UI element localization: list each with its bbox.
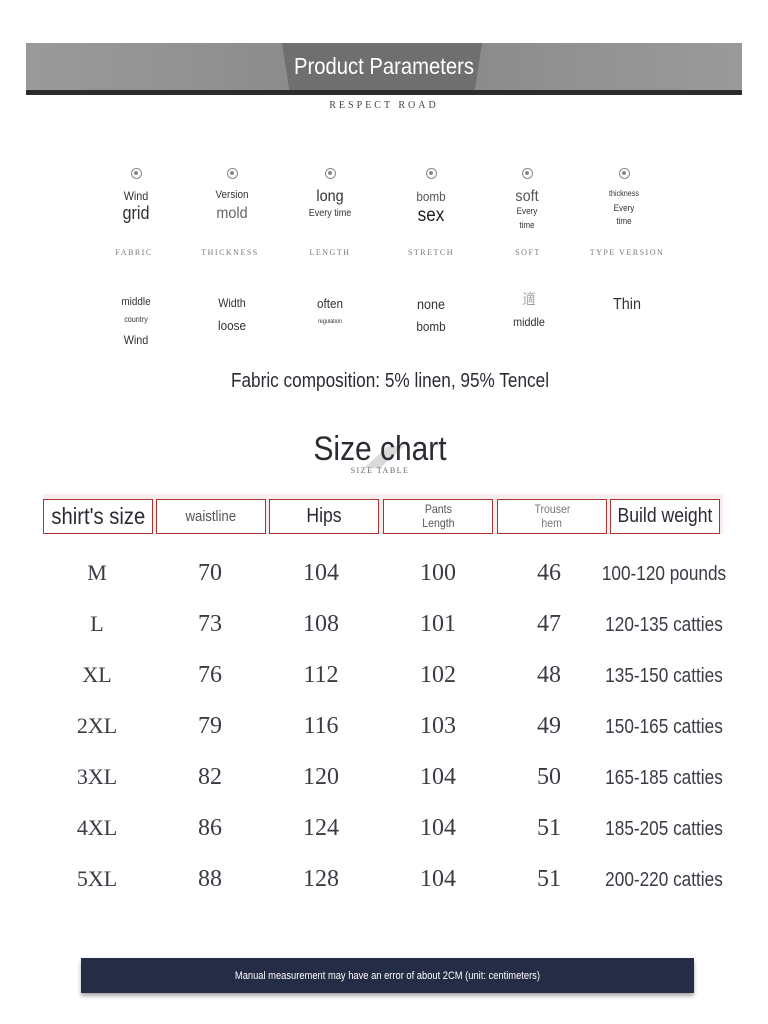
value-line: regulation: [318, 318, 342, 325]
header-trouser-hem: [497, 499, 607, 534]
measurement-cell: 88: [198, 866, 222, 892]
measurement-cell: 104: [420, 815, 456, 841]
param-line: long: [316, 188, 344, 205]
param-line: mold: [216, 205, 248, 223]
header-label: waistline: [185, 507, 237, 525]
size-cell: 2XL: [76, 713, 118, 738]
param-category: TYPE VERSION: [589, 248, 665, 257]
measurement-cell: 100: [420, 560, 456, 586]
measurement-cell: 86: [198, 815, 222, 841]
param-line: bomb: [416, 189, 446, 204]
measurement-cell: 49: [537, 713, 561, 739]
param-line: time: [616, 216, 632, 227]
value-line: Wind: [123, 332, 149, 347]
header-hips: [269, 499, 379, 534]
header-label: Build weight: [617, 505, 713, 527]
param-line: Every: [613, 202, 635, 213]
measurement-cell: 128: [303, 866, 339, 892]
param-line: Every: [516, 206, 538, 217]
measurement-cell: 101: [420, 611, 456, 637]
value-line: country: [124, 315, 148, 325]
size-cell: 3XL: [76, 764, 118, 789]
size-cell: XL: [82, 662, 112, 687]
radio-dot-icon: [131, 168, 142, 179]
param-line: Version: [215, 189, 249, 201]
size-chart-subtitle: SIZE TABLE: [350, 466, 410, 475]
measurement-cell: 108: [303, 611, 339, 637]
value-line: middle: [121, 296, 151, 308]
value-line: Thin: [612, 296, 642, 313]
param-value-soft: [479, 291, 579, 329]
measurement-cell: 48: [537, 662, 561, 688]
header-label: hem: [541, 515, 563, 530]
measurement-cell: 76: [198, 662, 222, 688]
weight-cell: 150-165 catties: [605, 716, 723, 738]
header-label: Length: [421, 515, 455, 530]
param-category: SOFT: [515, 248, 541, 257]
param-value-length: [280, 296, 380, 326]
header-underline: [26, 90, 742, 95]
weight-cell: 165-185 catties: [605, 767, 723, 789]
measurement-cell: 102: [420, 662, 456, 688]
value-line: Width: [218, 296, 246, 310]
page-title: Product Parameters: [294, 53, 474, 79]
measurement-cell: 79: [198, 713, 222, 739]
measurement-cell: 51: [537, 815, 561, 841]
weight-cell: 100-120 pounds: [601, 563, 727, 585]
param-category: FABRIC: [115, 248, 153, 257]
param-type-version: [574, 168, 674, 227]
param-line: thickness: [608, 189, 640, 198]
param-value-thickness: [182, 296, 282, 334]
value-line: often: [316, 296, 344, 311]
weight-cell: 120-135 catties: [605, 614, 723, 636]
param-value-type: [577, 295, 677, 314]
measurement-cell: 116: [303, 713, 339, 739]
measurement-cell: 47: [537, 611, 561, 637]
header-build-weight: [610, 499, 720, 534]
measurement-cell: 112: [303, 662, 339, 688]
weight-cell: 200-220 catties: [605, 869, 723, 891]
value-line: 適: [522, 291, 536, 308]
param-category: STRETCH: [407, 248, 455, 257]
header-label: Pants: [424, 501, 452, 516]
measurement-note-bar: [81, 958, 694, 993]
measurement-cell: 51: [537, 866, 561, 892]
size-cell: M: [87, 560, 107, 585]
param-soft: [477, 168, 577, 231]
size-cell: 4XL: [76, 815, 118, 840]
value-line: middle: [513, 315, 545, 329]
size-cell: 5XL: [76, 866, 118, 891]
radio-dot-icon: [426, 168, 437, 179]
header-label: Trouser: [534, 501, 570, 516]
measurement-note: Manual measurement may have an error of about 2CM (unit: centimeters): [234, 969, 541, 982]
measurement-cell: 104: [420, 764, 456, 790]
param-length: [280, 168, 380, 220]
param-line: time: [519, 219, 535, 230]
param-line: grid: [122, 203, 150, 224]
value-line: loose: [218, 318, 246, 334]
value-line: none: [416, 296, 446, 312]
measurement-cell: 120: [303, 764, 339, 790]
param-line: soft: [515, 188, 539, 205]
param-category: THICKNESS: [201, 248, 259, 257]
fabric-composition: Fabric composition: 5% linen, 95% Tencel: [230, 370, 550, 392]
measurement-cell: 104: [303, 560, 339, 586]
param-stretch: [381, 168, 481, 227]
header-label: shirt's size: [51, 503, 145, 530]
measurement-cell: 46: [537, 560, 561, 586]
radio-dot-icon: [325, 168, 336, 179]
param-thickness: [182, 168, 282, 223]
radio-dot-icon: [227, 168, 238, 179]
measurement-cell: 73: [198, 611, 222, 637]
param-value-fabric: [86, 296, 186, 347]
param-line: Every time: [308, 208, 352, 220]
header-label: Hips: [306, 505, 342, 527]
param-fabric: [86, 168, 186, 225]
param-category: LENGTH: [309, 248, 351, 257]
header-pants-length: [383, 499, 493, 534]
measurement-cell: 50: [537, 764, 561, 790]
measurement-cell: 82: [198, 764, 222, 790]
weight-cell: 185-205 catties: [605, 818, 723, 840]
radio-dot-icon: [619, 168, 630, 179]
param-line: Wind: [123, 189, 149, 203]
param-line: sex: [417, 204, 445, 226]
header-shirt-size: [43, 499, 153, 534]
measurement-cell: 70: [198, 560, 222, 586]
page-subtitle: RESPECT ROAD: [329, 100, 439, 111]
size-chart-title: Size chart: [313, 430, 447, 468]
weight-cell: 135-150 catties: [605, 665, 723, 687]
measurement-cell: 104: [420, 866, 456, 892]
radio-dot-icon: [522, 168, 533, 179]
header-waistline: [156, 499, 266, 534]
size-cell: L: [90, 611, 104, 636]
measurement-cell: 124: [303, 815, 339, 841]
param-value-stretch: [381, 296, 481, 334]
value-line: bomb: [416, 318, 446, 334]
measurement-cell: 103: [420, 713, 456, 739]
